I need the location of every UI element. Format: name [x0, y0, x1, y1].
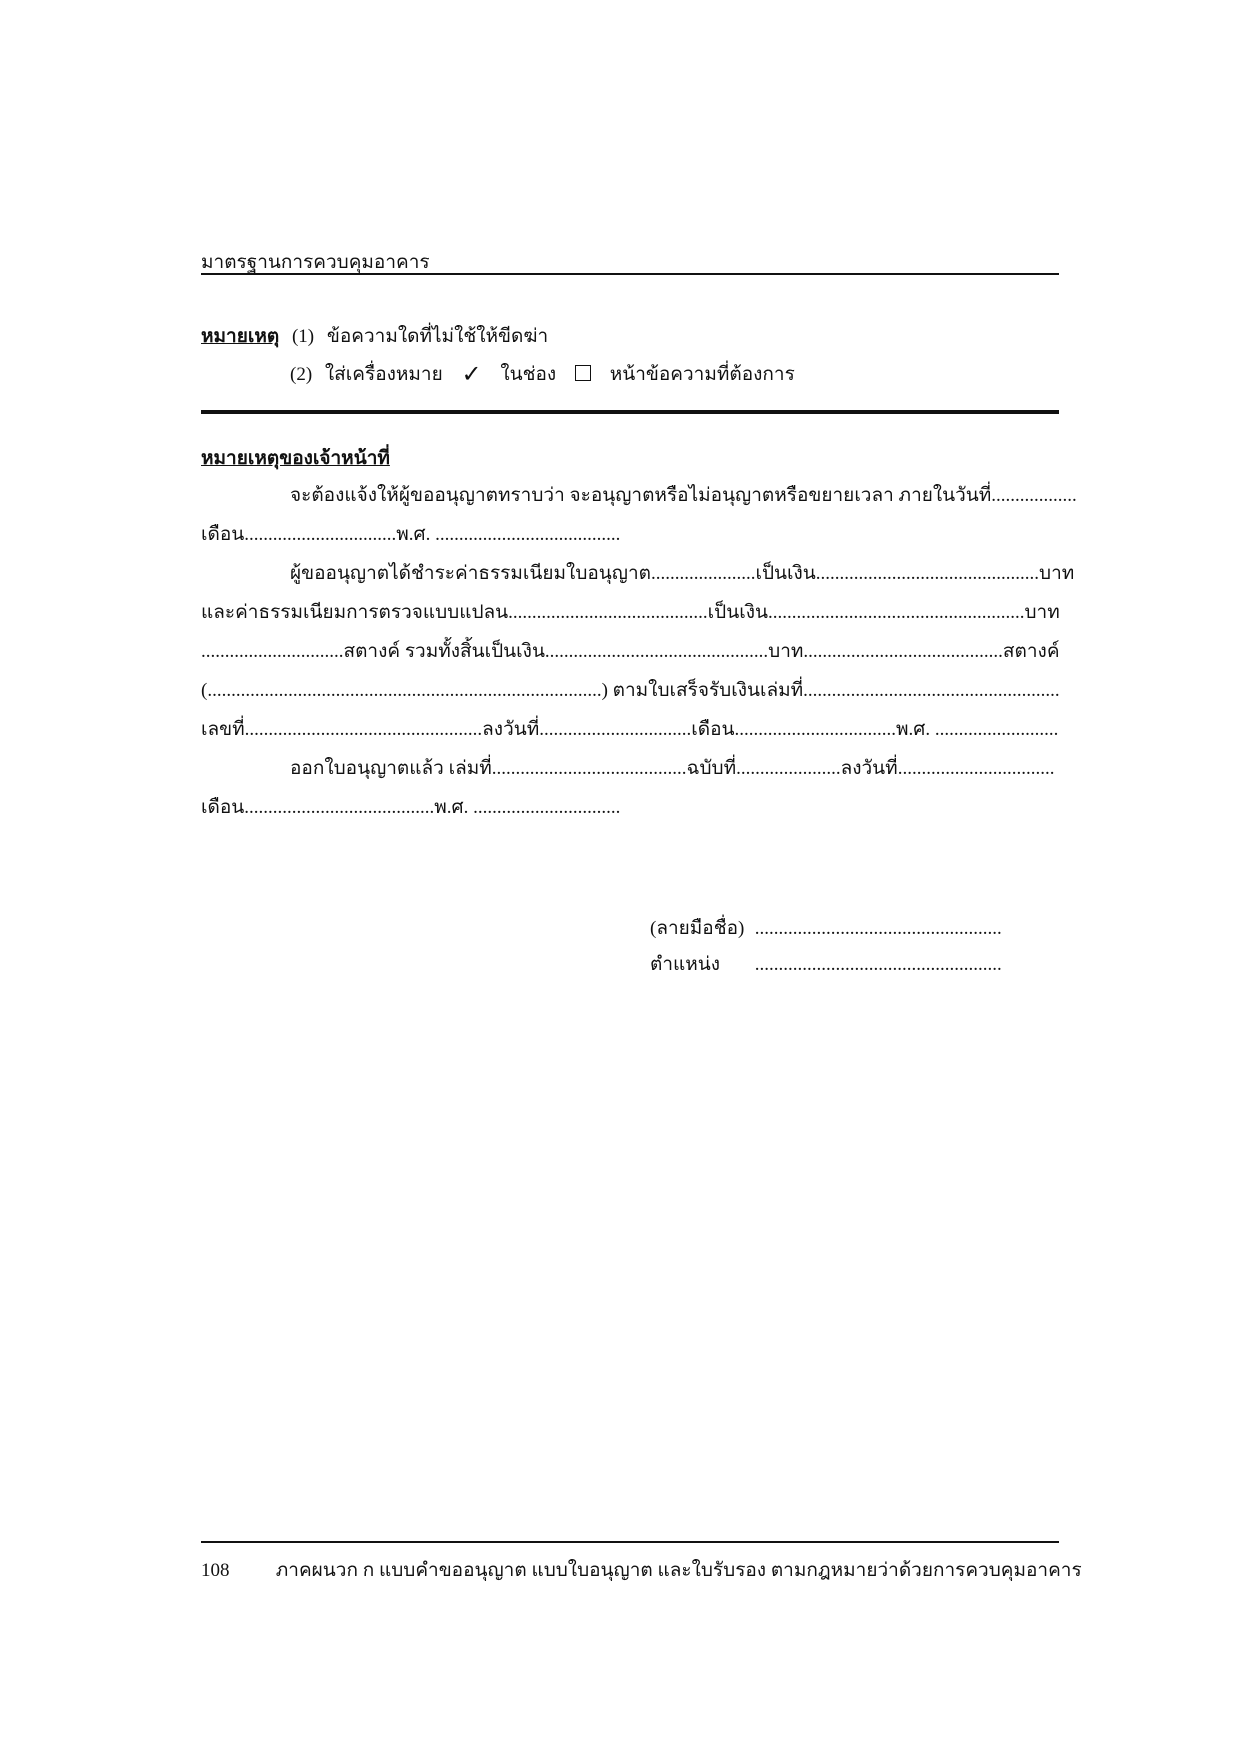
notes-item2-text-after: หน้าข้อความที่ต้องการ: [609, 364, 795, 385]
officer-line-2: เดือน................................พ.ศ. .......................................: [201, 524, 621, 545]
officer-line-9: เดือน........................................พ.ศ. ...............................: [201, 797, 621, 818]
officer-line-8: ออกใบอนุญาตแล้ว เล่มที่.........................................ฉบับที่......................ลงวันที่.................................: [290, 758, 1055, 779]
officer-line-1: จะต้องแจ้งให้ผู้ขออนุญาตทราบว่า จะอนุญาตหรือไม่อนุญาตหรือขยายเวลา ภายในวันที่..................: [290, 485, 1077, 506]
section-divider: [201, 410, 1059, 414]
notes-line-2: [290, 363, 795, 387]
page-number: 108: [201, 1560, 230, 1581]
notes-item1-text: ข้อความใดที่ไม่ใช้ให้ขีดฆ่า: [326, 326, 549, 347]
officer-notes-title: หมายเหตุของเจ้าหน้าที่: [201, 448, 390, 469]
notes-label: หมายเหตุ: [201, 326, 280, 347]
notes-line-1: [201, 325, 548, 349]
notes-item2-num: (2): [290, 364, 313, 385]
notes-item2-text-before: ใส่เครื่องหมาย: [324, 364, 443, 385]
running-header: มาตรฐานการควบคุมอาคาร: [201, 252, 430, 273]
officer-line-4: และค่าธรรมเนียมการตรวจแบบแปลน..........................................เป็นเงิน......................................................บาท: [201, 602, 1060, 623]
position-label: ตำแหน่ง: [650, 954, 721, 975]
officer-line-6: (...................................................................................) ตามใบเสร็จรับเงินเล่มที่......................................................: [201, 680, 1060, 701]
notes-item1-num: (1): [291, 326, 315, 347]
signature-dots: ....................................................: [754, 918, 1002, 939]
check-mark-icon: ✓: [461, 362, 482, 388]
officer-line-7: เลขที่..................................................ลงวันที่................................เดือน..................................พ.ศ. ..........................: [201, 719, 1059, 740]
position-line: [650, 953, 1002, 977]
officer-line-3: ผู้ขออนุญาตได้ชำระค่าธรรมเนียมใบอนุญาต......................เป็นเงิน...............................................บาท: [290, 563, 1075, 584]
footer-text: ภาคผนวก ก แบบคำขออนุญาต แบบใบอนุญาต และใบรับรอง ตามกฎหมายว่าด้วยการควบคุมอาคาร: [275, 1560, 1082, 1581]
officer-line-5: ..............................สตางค์ รวมทั้งสิ้นเป็นเงิน...............................................บาท..........................................สตางค์: [201, 641, 1060, 662]
checkbox-icon: [575, 365, 591, 381]
position-dots: ....................................................: [754, 954, 1002, 975]
signature-label: (ลายมือชื่อ): [650, 918, 745, 939]
signature-line: [650, 917, 1002, 941]
notes-item2-text-middle: ในช่อง: [500, 364, 557, 385]
footer-rule: [201, 1541, 1059, 1543]
footer: [201, 1559, 1082, 1583]
header-rule: [201, 273, 1059, 275]
